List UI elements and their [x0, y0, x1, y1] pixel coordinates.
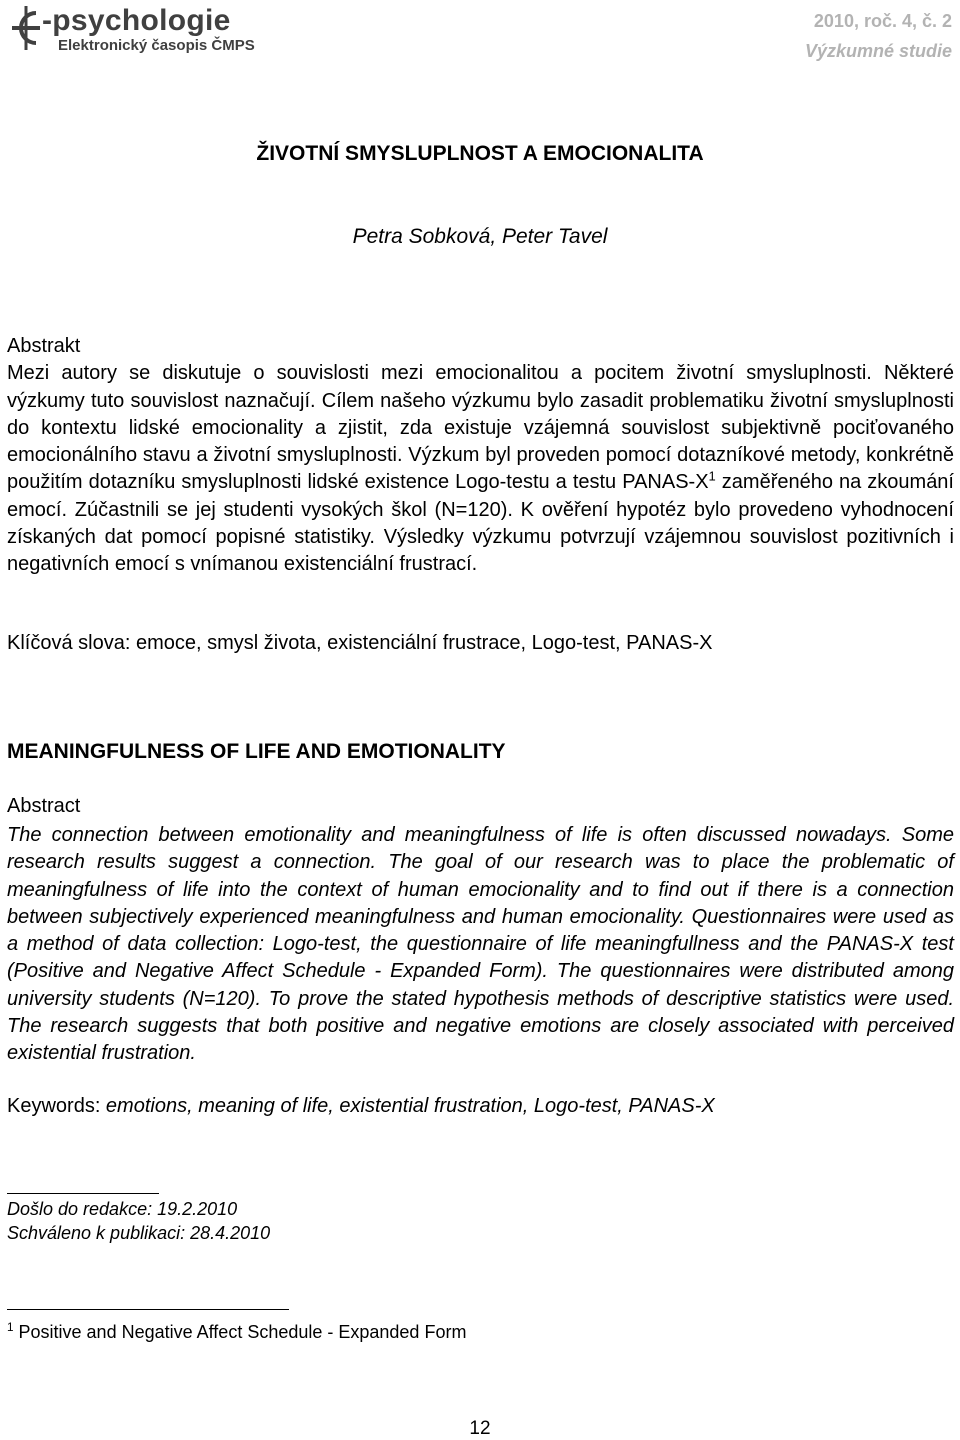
dates-divider [7, 1193, 159, 1194]
article-title-en: MEANINGFULNESS OF LIFE AND EMOTIONALITY [7, 740, 506, 763]
keywords-en-label: Keywords: [7, 1095, 101, 1117]
abstract-en-text: The connection between emotionality and meaningfulness of life is often discussed nowadays. Some research results suggest a connection. The goal of our research was to place the problematic of meaningfulness of life into the context of human emocionality and to find out if there is a connection between subjectively experienced meaningfulness and human emocionality. Questionnaires were used as a method of data collection: Logo-test, the questionnaire of life meaningfullness and the PANAS-X test (Positive and Negative Affect Schedule - Expanded Form). The questionnaires were distributed among university students (N=120). To prove the stated hypothesis methods of descriptive statistics were used. The research suggests that both positive and negative emotions are closely associated with perceived existential frustration. [7, 824, 954, 1065]
abstract-en-label: Abstract [7, 795, 81, 817]
abstract-cz-text-part1: Mezi autory se diskutuje o souvislosti mezi emocionalitou a pocitem životní smysluplnosti. Některé výzkumy tuto souvislost naznačují. Cílem našeho výzkumu bylo zasadit problematiku životní smysluplnosti do kontextu lidské emocionality a zjistit, zda existuje vzájemná souvislost subjektivně pociťovaného emocionálního stavu a životní smysluplnosti. Výzkum byl proveden pomocí dotazníkové metody, konkrétně použitím dotazníku smysluplnosti lidské existence Logo-testu a testu PANAS-X [7, 362, 954, 494]
article-title-cz: ŽIVOTNÍ SMYSLUPLNOST A EMOCIONALITA [256, 142, 704, 165]
abstract-en [7, 822, 954, 1068]
accepted-date: Schváleno k publikaci: 28.4.2010 [7, 1223, 271, 1243]
footnote-divider [7, 1309, 289, 1310]
keywords-en [7, 1095, 954, 1118]
issue-number: 2010, roč. 4, č. 2 [813, 11, 952, 31]
logo-name: -psychologie [42, 4, 231, 37]
received-date: Došlo do redakce: 19.2.2010 [7, 1199, 238, 1219]
logo-subtitle: Elektronický časopis ČMPS [58, 37, 255, 54]
footnote [7, 1322, 954, 1343]
keywords-cz: Klíčová slova: emoce, smysl života, existenciální frustrace, Logo-test, PANAS-X [7, 632, 713, 654]
abstract-cz-label: Abstrakt [7, 335, 81, 357]
footnote-reference[interactable]: 1 [708, 468, 716, 484]
footnote-mark: 1 [7, 1321, 14, 1334]
page-number: 12 [469, 1418, 491, 1439]
article-authors: Petra Sobková, Peter Tavel [352, 225, 608, 248]
section-name: Výzkumné studie [804, 41, 952, 61]
abstract-cz-text [7, 360, 954, 578]
keywords-en-text: emotions, meaning of life, existential frustration, Logo-test, PANAS-X [100, 1095, 715, 1117]
footnote-text: Positive and Negative Affect Schedule - Expanded Form [13, 1322, 467, 1342]
e-logo-icon [6, 4, 46, 56]
issue-info [805, 6, 952, 66]
submission-dates [7, 1197, 954, 1245]
journal-logo [6, 4, 296, 56]
abstract-cz [7, 333, 954, 579]
abstract-cz-text-part2: zaměřeného na zkoumání emocí. Zúčastnili se jej studenti vysokých škol (N=120). K ověření hypotéz bylo provedeno vyhodnocení získaných dat pomocí popisné statistiky. Výsledky výzkumu potvrzují vzájemnou souvislost pozitivních i negativních emocí s vnímanou existenciální frustrací. [7, 471, 954, 576]
